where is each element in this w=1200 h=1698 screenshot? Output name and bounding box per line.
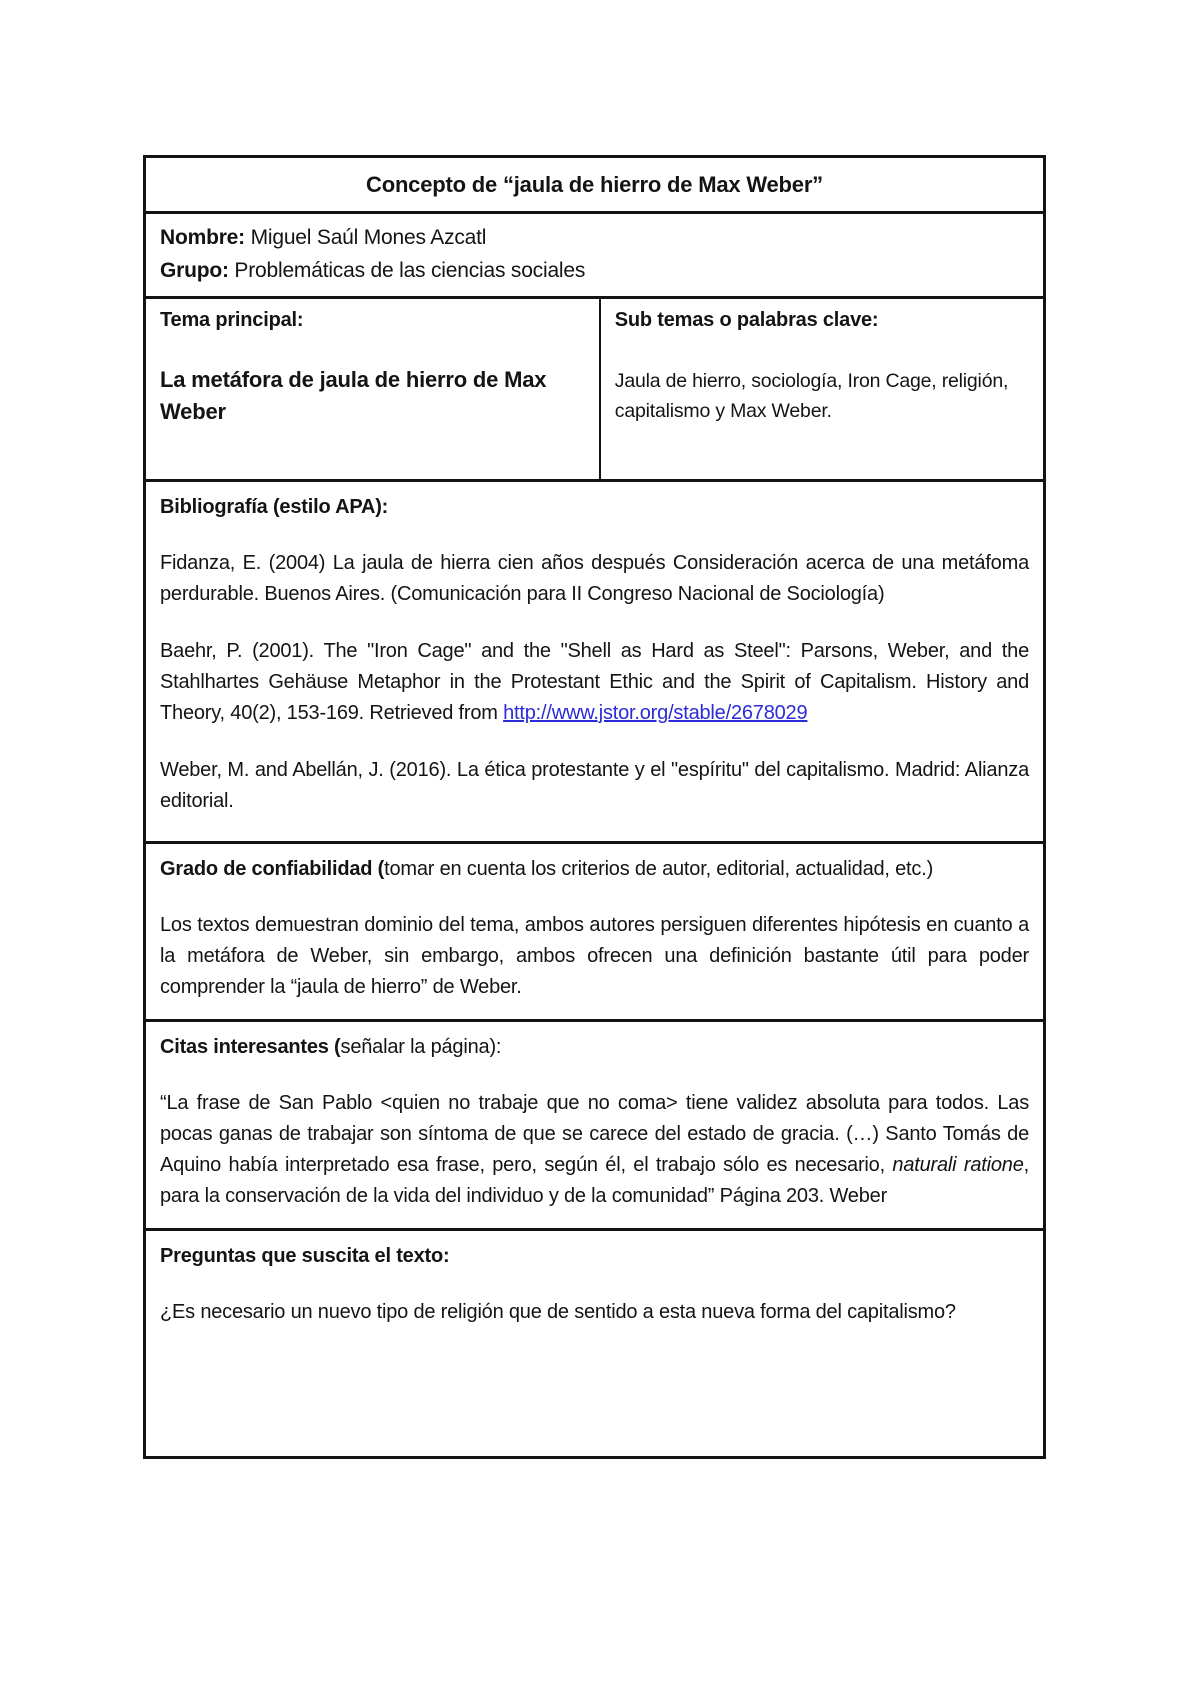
quote-text-start: “La frase de San Pablo <quien no trabaje que no coma> tiene validez absoluta para todos. Las pocas ganas de trabajar son síntoma de que se carece del estado de gracia. (…) Santo Tomás de Aquino había interpretado esa frase, pero, según él, el trabajo sólo es necesario, [160, 1092, 1029, 1176]
grupo-label: Grupo: [160, 259, 229, 282]
concept-card-table [143, 155, 1046, 1459]
reliability-label-bold: Grado de confiabilidad ( [160, 858, 385, 880]
subtopics-label: Sub temas o palabras clave: [614, 309, 879, 331]
nombre-value: Miguel Saúl Mones Azcatl [244, 226, 487, 249]
questions-label: Preguntas que suscita el texto: [160, 1245, 450, 1267]
reliability-body: Los textos demuestran dominio del tema, ambos autores persiguen diferentes hipótesis en cuanto a la metáfora de Weber, sin embargo, ambos ofrecen una definición bastante útil para poder comprender la “jaula de hierro” de Weber. [160, 914, 1029, 998]
reliability-section [146, 841, 1043, 1019]
main-topic-cell [146, 299, 601, 479]
jstor-link[interactable]: http://www.jstor.org/stable/2678029 [503, 702, 808, 724]
question-text: ¿Es necesario un nuevo tipo de religión que de sentido a esta nueva forma del capitalismo? [160, 1301, 956, 1323]
topic-row [146, 296, 1043, 479]
reference-fidanza: Fidanza, E. (2004) La jaula de hierra cien años después Consideración acerca de una metáfoma perdurable. Buenos Aires. (Comunicación para II Congreso Nacional de Sociología) [160, 552, 1029, 605]
reference-baehr [160, 636, 1029, 729]
quote-paragraph [160, 1088, 1029, 1212]
nombre-line [160, 221, 1029, 254]
reference-baehr-text: Baehr, P. (2001). The "Iron Cage" and the "Shell as Hard as Steel": Parsons, Weber, and the Stahlhartes Gehäuse Metaphor in the Protestant Ethic and the Spirit of Capitalism. History and Theory, 40(2), 153-169. Retrieved from [160, 640, 1029, 724]
quote-text-end: , para la conservación de la vida del individuo y de la comunidad” Página 203. Weber [160, 1154, 1029, 1207]
reference-weber: Weber, M. and Abellán, J. (2016). La ética protestante y el "espíritu" del capitalismo. Madrid: Alianza editorial. [160, 759, 1029, 812]
nombre-label: Nombre: [160, 226, 245, 249]
grupo-value: Problemáticas de las ciencias sociales [228, 259, 586, 282]
title-row [146, 158, 1043, 211]
main-topic-label: Tema principal: [160, 309, 304, 331]
bibliography-section [146, 479, 1043, 841]
main-topic-value: La metáfora de jaula de hierro de Max Weber [160, 367, 547, 424]
quotes-label [160, 1032, 1029, 1062]
subtopics-cell [601, 299, 1043, 479]
reliability-label [160, 854, 1029, 884]
quote-latin-phrase: naturali ratione [892, 1154, 1024, 1176]
name-group-row [146, 211, 1043, 296]
grupo-line [160, 254, 1029, 287]
subtopics-value: Jaula de hierro, sociología, Iron Cage, religión, capitalismo y Max Weber. [614, 370, 1009, 422]
bibliography-label: Bibliografía (estilo APA): [160, 496, 389, 518]
questions-section [146, 1228, 1043, 1456]
reliability-label-rest: tomar en cuenta los criterios de autor, editorial, actualidad, etc.) [384, 858, 934, 880]
quotes-label-rest: señalar la página): [340, 1036, 502, 1058]
quotes-section [146, 1019, 1043, 1228]
quotes-label-bold: Citas interesantes ( [160, 1036, 341, 1058]
document-title: Concepto de “jaula de hierro de Max Weber” [366, 171, 823, 197]
